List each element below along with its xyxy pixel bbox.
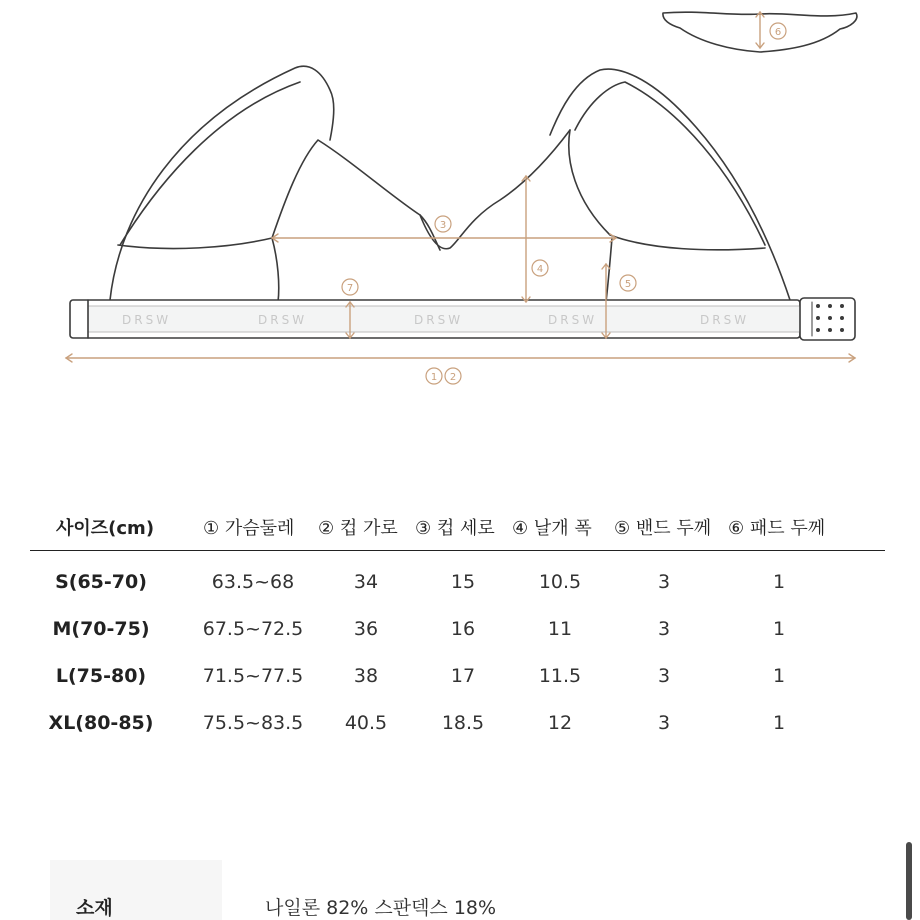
cell-cup-width: 40.5 [344,712,388,734]
cell-pad-thickness: 1 [772,618,786,640]
cell-band-thickness: 3 [657,618,671,640]
cell-size: XL(80-85) [48,712,154,734]
table-row [30,665,885,712]
cell-cup-width: 34 [353,571,379,593]
cell-size: S(65-70) [55,571,147,593]
cell-pad-thickness: 1 [772,712,786,734]
size-table [30,508,885,759]
cell-wing-width: 12 [547,712,573,734]
cell-cup-height: 16 [450,618,476,640]
cell-band-thickness: 3 [657,665,671,687]
table-row [30,571,885,618]
right-strap [550,69,790,300]
left-cup [118,140,440,250]
marker-5: 5 [624,279,632,290]
header-band-thickness: ⑤ 밴드 두께 [614,518,712,539]
cell-pad-thickness: 1 [772,571,786,593]
material-label: 소재 [76,897,113,919]
cell-size: L(75-80) [55,665,147,687]
band-logo: DRSW [548,313,598,327]
cell-cup-height: 17 [450,665,476,687]
marker-6: 6 [774,27,782,38]
band-logo: DRSW [258,313,308,327]
cell-wing-width: 11.5 [538,665,582,687]
cell-cup-width: 38 [353,665,379,687]
band-logo: DRSW [700,313,750,327]
scrollbar-thumb[interactable] [906,842,912,920]
cell-chest: 71.5~77.5 [202,665,304,687]
header-pad-thickness: ⑥ 패드 두께 [728,518,826,539]
cell-chest: 75.5~83.5 [202,712,304,734]
marker-7: 7 [346,283,354,294]
cell-size: M(70-75) [52,618,150,640]
cell-chest: 67.5~72.5 [202,618,304,640]
cell-band-thickness: 3 [657,571,671,593]
cell-chest: 63.5~68 [211,571,295,593]
header-chest: ① 가슴둘레 [203,518,295,539]
marker-3: 3 [439,220,447,231]
hook-closure [800,298,855,340]
cell-pad-thickness: 1 [772,665,786,687]
marker-4: 4 [536,264,544,275]
header-cup-height: ③ 컵 세로 [415,518,495,539]
cell-cup-height: 15 [450,571,476,593]
cell-cup-width: 36 [353,618,379,640]
table-header [30,508,885,551]
bra-size-diagram [0,0,920,420]
cell-band-thickness: 3 [657,712,671,734]
marker-1: 1 [430,372,438,383]
marker-2: 2 [449,372,457,383]
table-row [30,618,885,665]
header-cup-width: ② 컵 가로 [318,518,398,539]
band-logo: DRSW [122,313,172,327]
cell-wing-width: 10.5 [538,571,582,593]
cell-cup-height: 18.5 [441,712,485,734]
left-strap [110,66,334,300]
header-size: 사이즈(cm) [56,518,155,539]
band-logo: DRSW [414,313,464,327]
material-section [50,860,890,920]
material-label-box [50,860,222,920]
table-row [30,712,885,759]
cell-wing-width: 11 [547,618,573,640]
material-value: 나일론 82% 스판덱스 18% [265,897,497,919]
header-wing-width: ④ 날개 폭 [512,518,592,539]
